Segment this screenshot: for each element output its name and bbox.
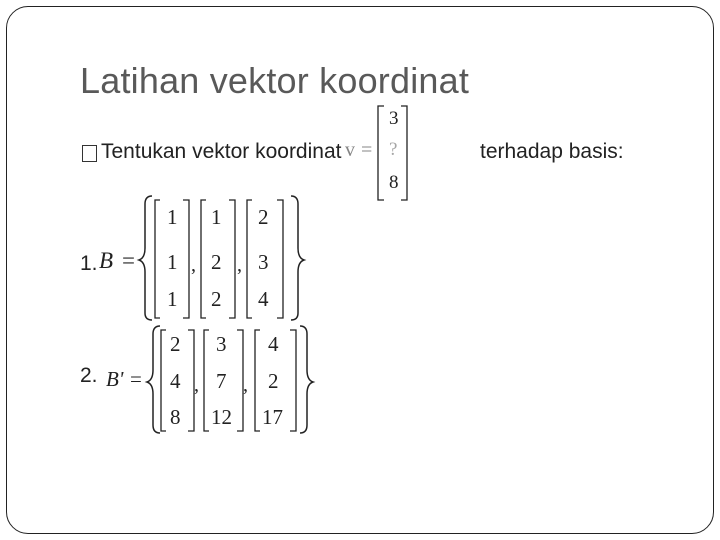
p2-v3-entry-2: 2	[268, 369, 279, 393]
problem-1-equals: =	[122, 248, 135, 273]
p2-comma-2: ,	[243, 374, 248, 396]
p2-v2-entry-1: 3	[216, 332, 227, 356]
p1-comma-1: ,	[191, 254, 196, 276]
p1-v1-entry-1: 1	[167, 205, 178, 229]
p2-v3-left-bracket	[255, 330, 260, 431]
p2-v1-entry-2: 4	[170, 369, 181, 393]
vector-entry-3: 8	[389, 172, 399, 193]
instruction-vector-right-bracket	[401, 106, 407, 200]
p2-v3-entry-3: 17	[262, 405, 283, 429]
problem-1-label: 1.	[80, 252, 98, 275]
p1-v2-entry-2: 2	[211, 250, 222, 274]
problem-2-basis-name: B'	[106, 367, 124, 391]
p2-v2-right-bracket	[237, 330, 243, 431]
instruction-lead: Tentukan vektor koordinat	[101, 140, 342, 163]
p1-v3-entry-1: 2	[258, 205, 269, 229]
p2-v3-right-bracket	[290, 330, 296, 431]
p2-right-brace	[300, 326, 313, 433]
p2-v2-entry-2: 7	[216, 369, 227, 393]
p1-v3-entry-3: 4	[258, 287, 269, 311]
p1-v1-entry-3: 1	[167, 287, 178, 311]
p1-v1-right-bracket	[183, 200, 189, 318]
p2-comma-1: ,	[194, 374, 199, 396]
instruction-tail: terhadap basis:	[480, 140, 624, 163]
p1-v1-entry-2: 1	[167, 250, 178, 274]
p1-v3-right-bracket	[277, 200, 283, 318]
p1-comma-2: ,	[237, 254, 242, 276]
slide-title: Latihan vektor koordinat	[80, 60, 470, 101]
p2-v2-left-bracket	[204, 330, 209, 431]
p1-right-brace	[291, 196, 304, 320]
p1-v2-entry-1: 1	[211, 205, 222, 229]
problem-2-label: 2.	[80, 364, 98, 387]
p2-v1-entry-1: 2	[170, 332, 181, 356]
p1-v2-entry-3: 2	[211, 287, 222, 311]
p1-v1-left-bracket	[155, 200, 160, 318]
vector-entry-1: 3	[389, 108, 399, 129]
p2-v2-entry-3: 12	[211, 405, 232, 429]
p2-v3-entry-1: 4	[268, 332, 279, 356]
p1-v2-left-bracket	[201, 200, 206, 318]
instruction-vector-left-bracket	[378, 106, 384, 200]
problem-2-equals: =	[130, 367, 142, 391]
p1-v3-entry-2: 3	[258, 250, 269, 274]
p1-v2-right-bracket	[229, 200, 235, 318]
problem-1-basis-name: B	[99, 248, 114, 273]
equation-equals: =	[361, 139, 373, 161]
equation-lhs: v	[345, 139, 355, 161]
p2-v1-entry-3: 8	[170, 405, 181, 429]
vector-entry-2: ?	[389, 139, 398, 160]
p2-v1-left-bracket	[161, 330, 166, 431]
p2-v1-right-bracket	[188, 330, 194, 431]
p2-left-brace	[147, 326, 160, 433]
p1-left-brace	[139, 196, 152, 320]
p1-v3-left-bracket	[247, 200, 252, 318]
